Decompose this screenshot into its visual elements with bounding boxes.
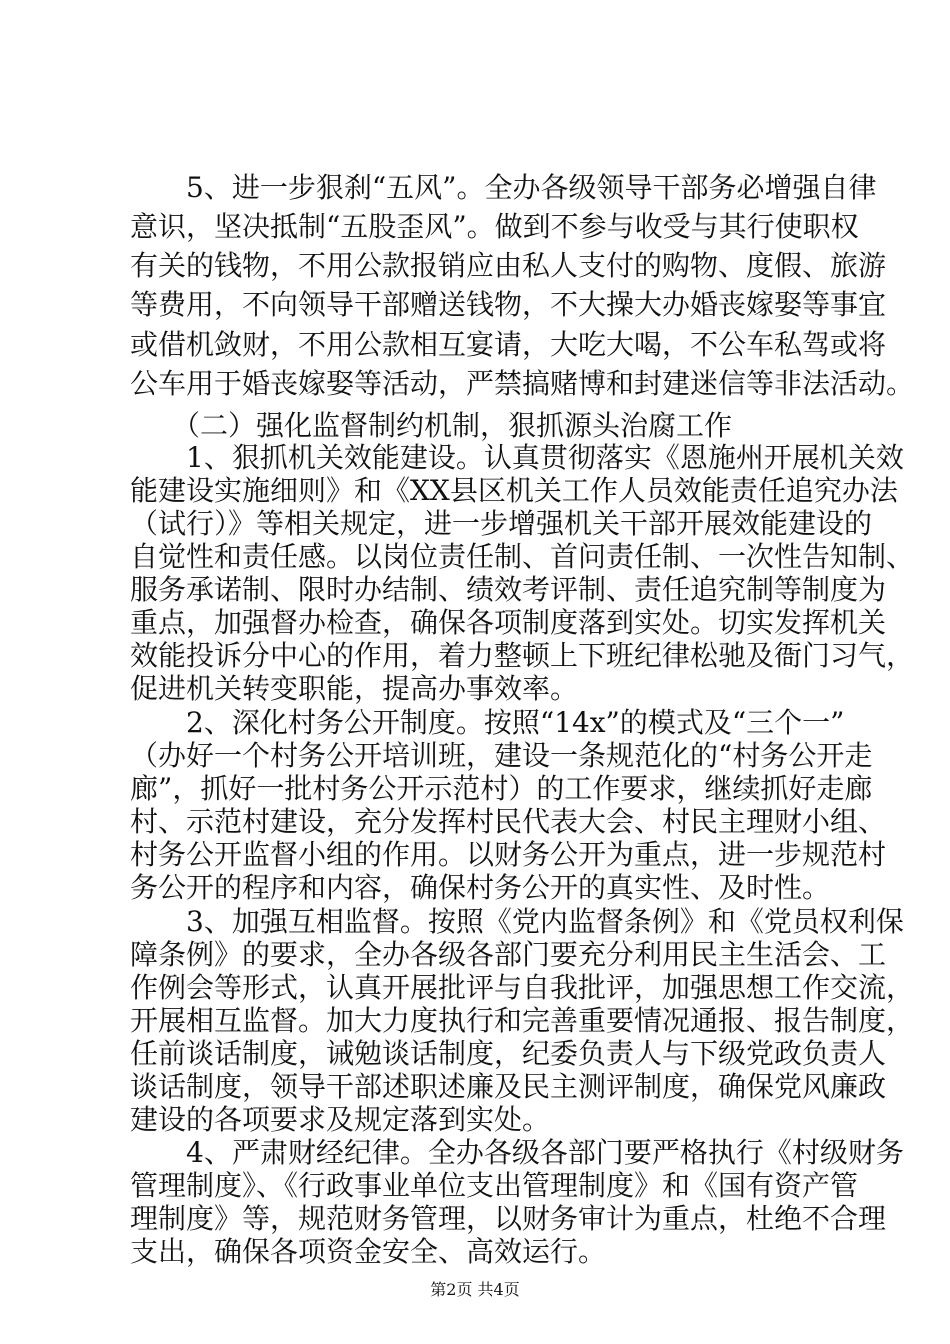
document-line: 有关的钱物，不用公款报销应由私人支付的购物、度假、旅游: [130, 249, 887, 282]
document-line: 村务公开监督小组的作用。以财务公开为重点，进一步规范村: [130, 838, 887, 871]
document-line: 障条例》的要求，全办各级各部门要充分利用民主生活会、工: [130, 938, 887, 971]
document-line: 公车用于婚丧嫁娶等活动，严禁搞赌博和封建迷信等非法活动。: [130, 367, 915, 400]
document-line: 3、加强互相监督。按照《党内监督条例》和《党员权利保: [130, 905, 904, 938]
document-line: 开展相互监督。加大力度执行和完善重要情况通报、报告制度，: [130, 1004, 915, 1037]
document-line: 或借机敛财，不用公款相互宴请，大吃大喝，不公车私驾或将: [130, 328, 887, 361]
document-line: 任前谈话制度，诫勉谈话制度，纪委负责人与下级党政负责人: [130, 1037, 887, 1070]
document-line: 效能投诉分中心的作用，着力整顿上下班纪律松驰及衙门习气，: [130, 639, 915, 672]
document-line: 自觉性和责任感。以岗位责任制、首问责任制、一次性告知制、: [130, 540, 915, 573]
document-line: 意识，坚决抵制“五股歪风”。做到不参与收受与其行使职权: [130, 210, 859, 243]
document-line: 2、深化村务公开制度。按照“14x”的模式及“三个一”: [130, 706, 845, 739]
document-line: 作例会等形式，认真开展批评与自我批评，加强思想工作交流，: [130, 971, 915, 1004]
document-line: 等费用，不向领导干部赠送钱物，不大操大办婚丧嫁娶等事宜: [130, 288, 887, 321]
document-line: 1、狠抓机关效能建设。认真贯彻落实《恩施州开展机关效: [130, 441, 904, 474]
document-line: 4、严肃财经纪律。全办各级各部门要严格执行《村级财务: [130, 1136, 904, 1169]
document-line: （试行）》等相关规定，进一步增强机关干部开展效能建设的: [130, 507, 873, 540]
document-line: 服务承诺制、限时办结制、绩效考评制、责任追究制等制度为: [130, 573, 887, 606]
document-line: 务公开的程序和内容，确保村务公开的真实性、及时性。: [130, 871, 831, 904]
document-line: 廊”，抓好一批村务公开示范村）的工作要求，继续抓好走廊: [130, 772, 873, 805]
document-line: 理制度》等，规范财务管理，以财务审计为重点，杜绝不合理: [130, 1202, 887, 1235]
document-line: 谈话制度，领导干部述职述廉及民主测评制度，确保党风廉政: [130, 1070, 887, 1103]
document-line: 5、进一步狠刹“五风”。全办各级领导干部务必增强自律: [130, 171, 877, 204]
document-line: 促进机关转变职能，提高办事效率。: [130, 672, 579, 705]
page-footer: 第2页 共4页: [430, 1280, 520, 1299]
document-line: （办好一个村务公开培训班，建设一条规范化的“村务公开走: [130, 739, 873, 772]
document-line: 管理制度》、《行政事业单位支出管理制度》和《国有资产管: [130, 1169, 859, 1202]
document-line: 支出，确保各项资金安全、高效运行。: [130, 1235, 607, 1268]
document-line: 重点，加强督办检查，确保各项制度落到实处。切实发挥机关: [130, 606, 887, 639]
document-line: （二）强化监督制约机制，狠抓源头治腐工作: [130, 409, 733, 442]
document-line: 建设的各项要求及规定落到实处。: [130, 1103, 551, 1136]
document-line: 能建设实施细则》和《XX县区机关工作人员效能责任追究办法: [130, 474, 898, 507]
document-line: 村、示范村建设，充分发挥村民代表大会、村民主理财小组、: [130, 805, 887, 838]
